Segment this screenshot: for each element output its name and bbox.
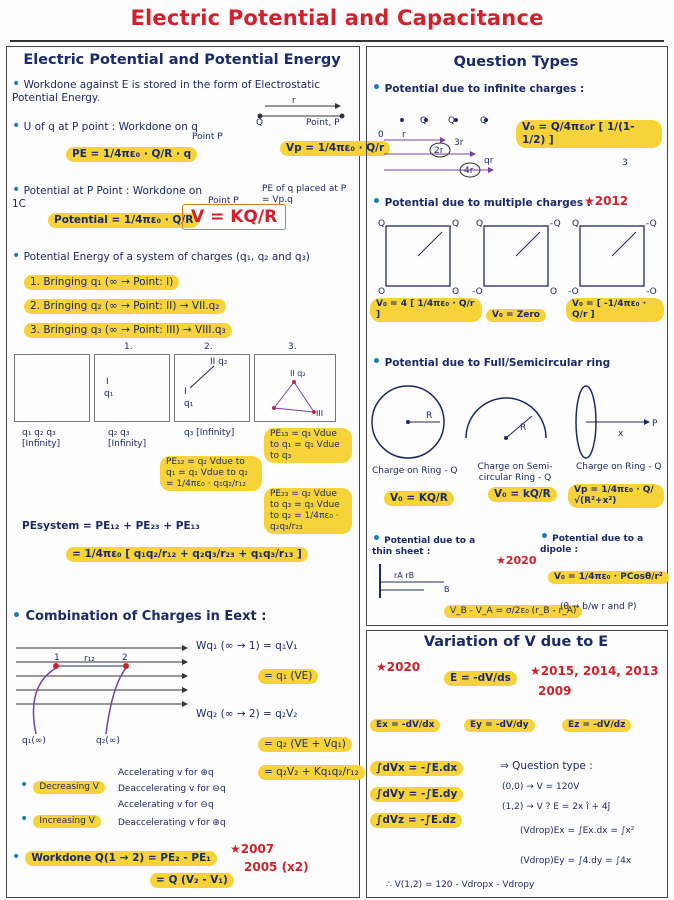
q2-val-2: V₀ = [ -1/4πε₀ · Q/r ] [566,298,664,322]
q3-heading: • Potential due to Full/Semicircular ring [372,354,611,370]
increasing-box: • Increasing V [20,808,101,828]
inf-lbl-4: Q [480,116,488,126]
w1-eq: Wq₁ (∞ → 1) = q₁V₁ [196,640,298,652]
charge-figures [94,354,336,420]
var-year-2009: 2009 [538,684,572,698]
int1-box: ∫dVx = -∫E.dx [370,756,463,776]
var-year-2020: ★2020 [376,660,421,674]
inf-label-2: q₃ [Infinity] [184,428,235,438]
svg-text:II q₂: II q₂ [290,369,306,378]
step-1: 1. Bringing q₁ (∞ → Point: I) [24,270,232,290]
pe23-box: PE₂₃ = q₂ Vdue to q₃ = q₃ Vdue to q₂ = 1/4πε₀ · q₂q₃/r₂₃ [264,488,352,534]
svg-text:-Q: -Q [472,287,483,294]
fig-label-3: 3. [288,342,297,352]
q3-cap-0: Charge on Ring - Q [372,466,458,476]
bullet-workdone: • Workdone against E is stored in the form of Electrostatic Potential Energy. [12,76,321,104]
svg-text:x: x [618,429,624,439]
q3-val-2: Vp = 1/4πε₀ · Q/√(R²+x²) [568,484,664,508]
left-heading: Electric Potential and Potential Energy [23,52,341,68]
u-point-label: Point P [192,132,223,142]
v-kq-box: V = KQ/R [182,204,286,230]
pe-of-q-note: PE of q placed at P = Vp.q [262,184,347,205]
pe-system-label: PEsystem = PE₁₂ + PE₂₃ + PE₁₃ [22,520,200,532]
question-types-heading: Question Types [453,54,579,70]
workdone2-box: = Q (V₂ - V₁) [150,868,234,888]
svg-text:-Q: -Q [646,287,657,294]
inf-label-0: q₁ q₂ q₃ [Infinity] [22,428,61,449]
q3-cap-2: Charge on Ring - Q [576,462,662,472]
ez-box: Ez = -dV/dz [562,712,631,732]
svg-text:R: R [520,423,527,433]
qt-line-5: ∴ V(1,2) = 120 - Vdropx - Vdropy [386,880,535,890]
ring-diagrams [368,380,664,464]
q3-val-1: V₀ = kQ/R [488,482,557,502]
q4-year: ★2020 [496,554,537,567]
inf-lbl-8: qr [484,156,494,166]
var-year-2015: ★2015, 2014, 2013 [530,664,659,678]
steps-list [24,270,232,338]
svg-text:R: R [426,411,433,421]
q3-cap-1: Charge on Semi-circular Ring - Q [477,462,553,483]
svg-text:-Q: -Q [646,219,657,229]
w1b-box: = q₁ (VE) [258,664,318,684]
svg-text:Q: Q [476,219,484,229]
q5-formula-box: V₀ = 1/4πε₀ · PCosθ/r² [548,564,669,584]
e-formula-box: E = -dV/ds [444,666,517,686]
sheet-diagram [374,562,454,600]
ex-box: Ex = -dV/dx [370,712,440,732]
svg-text:P: P [652,419,658,429]
step-2: 2. Bringing q₂ (∞ → Point: II) → VII.q₂ [24,294,232,314]
q4-heading: • Potential due to a thin sheet : [372,531,476,557]
diag-q: Q [256,118,264,128]
workdone-box: • Workdone Q(1 → 2) = PE₂ - PE₁ [12,846,217,866]
potential-formula-box: Potential = 1/4πε₀ · Q/R [48,208,199,228]
q1-heading: • Potential due to infinite charges : [372,80,585,96]
step-3: 3. Bringing q₃ (∞ → Point: III) → VIII.q₃ [24,318,232,338]
svg-text:Q: Q [378,287,386,294]
inf-lbl-1: r [402,130,406,140]
svg-text:I: I [184,387,187,397]
inf-label-1: q₂ q₃ [Infinity] [108,428,147,449]
w2-eq: Wq₂ (∞ → 2) = q₂V₂ [196,708,298,720]
year-2007: ★2007 [230,842,275,856]
variation-heading: Variation of V due to E [423,634,609,650]
svg-text:Q: Q [572,219,580,229]
q2-heading: • Potential due to multiple charges : [372,194,591,210]
fig-box-0 [14,354,90,422]
bullet-potential-p: • Potential at P Point : Workdone on 1C [12,182,202,210]
b3-point-label: Point P [208,196,239,206]
inc-opt-1: Deaccelerating v for ⊕q [118,818,226,828]
fig-label-1: 1. [124,342,133,352]
r12-label: r₁₂ [84,654,95,664]
bullet-u-of-q: • U of q at P point : Workdone on q [12,118,198,134]
inc-opt-0: Accelerating v for ⊖q [118,800,214,810]
inf-lbl-6: 3r [454,138,464,148]
square-charges-diagram [376,218,666,294]
ey-box: Ey = -dV/dy [464,712,535,732]
w2b-box: = q₂ (VE + Vq₁) [258,732,352,752]
svg-text:-Q: -Q [550,219,561,229]
diag-r: r [292,96,296,106]
inf-lbl-9: 3 [622,158,628,168]
inf-lbl-0: 0 [378,130,384,140]
svg-text:q₁: q₁ [104,389,114,399]
pe-system-formula: = 1/4πε₀ [ q₁q₂/r₁₂ + q₂q₃/r₂₃ + q₁q₃/r₁₃ ] [66,542,308,562]
dec-opt-1: Deaccelerating v for ⊖q [118,784,226,794]
svg-text:Q: Q [452,219,460,229]
svg-text:B: B [444,585,450,594]
inf-lbl-7: 4r [464,166,474,176]
bullet-pe-system: • Potential Energy of a system of charges (q₁, q₂ and q₃) [12,248,310,264]
qt-line-1: (0,0) → V = 120V [502,782,580,792]
int2-box: ∫dVy = -∫E.dy [370,782,463,802]
field-lines-diagram [16,636,196,748]
inf-lbl-5: 2r [434,146,444,156]
vp-formula-box: Vp = 1/4πε₀ · Q/r [280,136,390,156]
pe-formula-box: PE = 1/4πε₀ · Q/R · q [66,142,197,162]
svg-text:III: III [316,409,324,418]
qt-line-3: (Vdrop)Ex = ∫Ex.dx = ∫x² [520,826,635,836]
inf-lbl-3: Q [448,116,456,126]
svg-text:q₁: q₁ [184,399,194,409]
svg-text:1: 1 [54,653,60,663]
q3-val-0: V₀ = KQ/R [384,486,454,506]
question-type-label: ⇒ Question type : [500,760,593,772]
q2-inf-label: q₂(∞) [96,736,120,746]
decreasing-box: • Decreasing V [20,774,105,794]
svg-text:I: I [106,377,109,387]
dec-opt-0: Accelerating v for ⊕q [118,768,214,778]
page-title: Electric Potential and Capacitance [130,6,544,30]
pe12-box: PE₁₂ = q₂ Vdue to q₁ = q₁ Vdue to q₂ = 1/4πε₀ · q₁q₂/r₁₂ [160,456,262,491]
pe13-box: PE₁₃ = q₃ Vdue to q₁ = q₁ Vdue to q₃ [264,428,352,463]
q2-val-0: V₀ = 4 [ 1/4πε₀ · Q/r ] [370,298,482,322]
qt-line-4: (Vdrop)Ey = ∫4.dy = ∫4x [520,856,632,866]
w2c-box: = q₂V₂ + Kq₁q₂/r₁₂ [258,760,365,780]
svg-text:Q: Q [550,287,558,294]
qt-line-2: (1,2) → V ? E = 2x î + 4ĵ [502,802,611,812]
q5-note: (θ → b/w r and P) [560,602,637,612]
inf-lbl-2: Q [420,116,428,126]
q2-val-1: V₀ = Zero [486,302,546,322]
svg-text:II q₂: II q₂ [210,357,228,367]
svg-text:Q: Q [452,287,460,294]
svg-text:Q: Q [378,219,386,229]
q4-formula-box: V_B - V_A = σ/2ε₀ (r_B - r_A) [444,598,582,618]
fig-label-2: 2. [204,342,213,352]
svg-text:-Q: -Q [568,287,579,294]
svg-text:2: 2 [122,653,128,663]
int3-box: ∫dVz = -∫E.dz [370,808,462,828]
q1-inf-label: q₁(∞) [22,736,46,746]
svg-text:rA rB: rA rB [394,571,415,580]
q2-year: ★2012 [584,194,629,208]
diag-p: Point, P [306,118,340,128]
year-2005: 2005 (x2) [244,860,309,874]
q1-formula-box: V₀ = Q/4πε₀r [ 1/(1-1/2) ] [516,120,662,148]
combo-heading: • Combination of Charges in Eext : [12,608,267,624]
title-rule [10,40,664,42]
q5-heading: • Potential due to a dipole : [540,529,644,555]
